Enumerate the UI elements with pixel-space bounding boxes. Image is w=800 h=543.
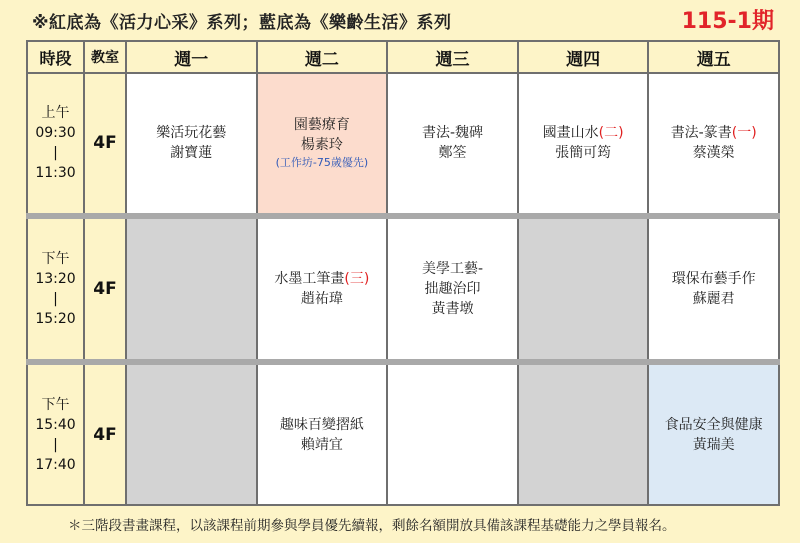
time-slot: 上午 09:30 | 11:30 bbox=[27, 73, 84, 216]
empty-cell bbox=[387, 362, 518, 505]
series-legend: ※紅底為《活力心采》系列；藍底為《樂齡生活》系列 bbox=[32, 13, 452, 33]
course-cell: 園藝療育 楊素玲 (工作坊-75歲優先) bbox=[257, 73, 388, 216]
schedule-row-afternoon-2 bbox=[27, 362, 779, 505]
footer-note: ＊三階段書畫課程，以該課程前期參與學員優先續報，剩餘名額開放具備該課程基礎能力之學員報名。 bbox=[68, 518, 676, 534]
empty-cell bbox=[518, 362, 649, 505]
header-wednesday: 週三 bbox=[387, 41, 518, 73]
time-slot: 下午 13:20 | 15:20 bbox=[27, 216, 84, 362]
header-room: 教室 bbox=[84, 41, 126, 73]
room-label: 4F bbox=[84, 216, 126, 362]
course-cell: 樂活玩花藝 謝寶蓮 bbox=[126, 73, 257, 216]
room-label: 4F bbox=[84, 73, 126, 216]
course-cell: 書法-篆書(一) 蔡漢榮 bbox=[648, 73, 779, 216]
header-time: 時段 bbox=[27, 41, 84, 73]
empty-cell bbox=[126, 362, 257, 505]
empty-cell bbox=[518, 216, 649, 362]
room-label: 4F bbox=[84, 362, 126, 505]
time-slot: 下午 15:40 | 17:40 bbox=[27, 362, 84, 505]
schedule-row-morning bbox=[27, 73, 779, 216]
header-thursday: 週四 bbox=[518, 41, 649, 73]
course-cell: 美學工藝- 拙趣治印 黃書墩 bbox=[387, 216, 518, 362]
header-friday: 週五 bbox=[648, 41, 779, 73]
schedule-row-afternoon-1 bbox=[27, 216, 779, 362]
schedule-table bbox=[26, 40, 780, 506]
course-cell: 書法-魏碑 鄭筌 bbox=[387, 73, 518, 216]
course-cell: 國畫山水(二) 張簡可筠 bbox=[518, 73, 649, 216]
header-row bbox=[27, 41, 779, 73]
course-note: (工作坊-75歲優先) bbox=[275, 156, 369, 170]
term-label: 115-1期 bbox=[681, 9, 774, 34]
course-cell: 環保布藝手作 蘇麗君 bbox=[648, 216, 779, 362]
empty-cell bbox=[126, 216, 257, 362]
course-cell: 趣味百變摺紙 賴靖宜 bbox=[257, 362, 388, 505]
header-monday: 週一 bbox=[126, 41, 257, 73]
course-cell: 食品安全與健康 黃瑞美 bbox=[648, 362, 779, 505]
header-tuesday: 週二 bbox=[257, 41, 388, 73]
course-cell: 水墨工筆畫(三) 趙祐瑋 bbox=[257, 216, 388, 362]
